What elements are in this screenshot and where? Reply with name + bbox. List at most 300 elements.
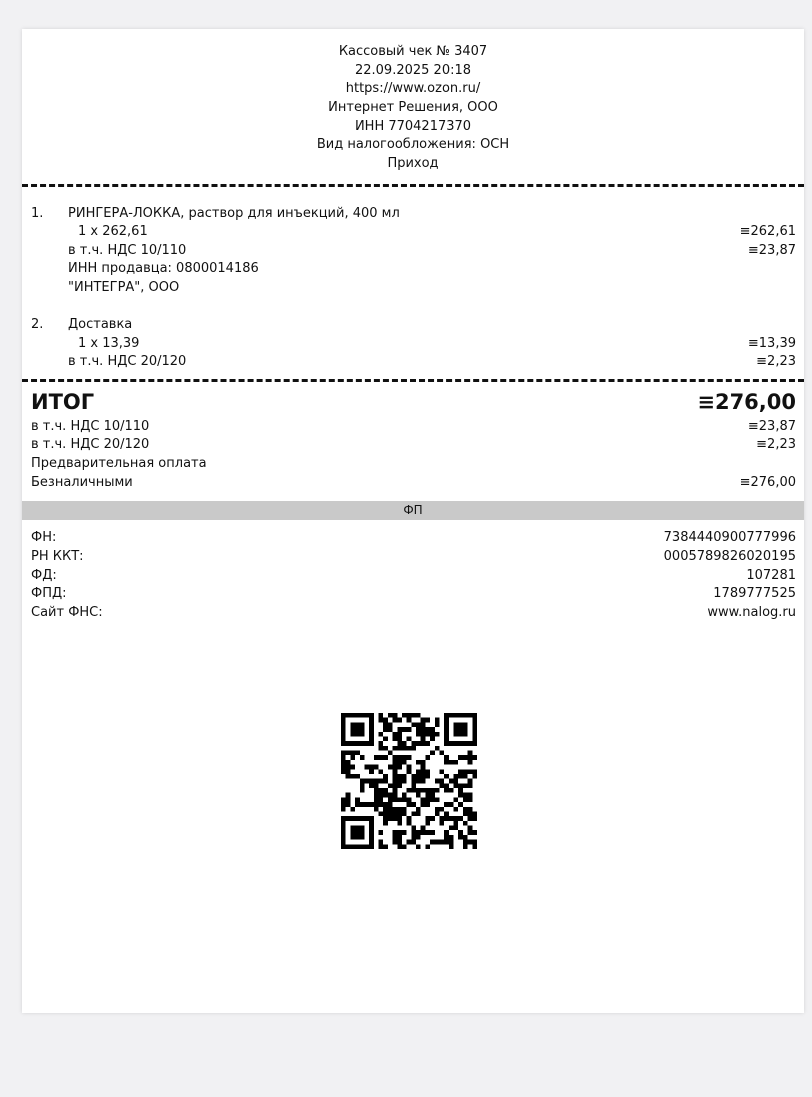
qr-module (444, 722, 449, 727)
qr-module (468, 807, 473, 812)
qr-module (374, 779, 379, 784)
qr-module (360, 713, 365, 718)
qr-module (458, 788, 463, 793)
qr-module (397, 783, 402, 788)
item-name: Доставка (68, 317, 133, 332)
fiscal-label: ФД: (31, 568, 57, 583)
qr-module (444, 727, 449, 732)
qr-module (425, 797, 430, 802)
qr-module (472, 736, 477, 741)
qr-module (416, 811, 421, 816)
qr-module (463, 769, 468, 774)
qr-module (360, 741, 365, 746)
qr-module (346, 765, 351, 770)
qr-module (463, 840, 468, 845)
qr-module (425, 844, 430, 849)
fiscal-label: РН ККТ: (31, 549, 84, 564)
qr-module (416, 713, 421, 718)
qr-module (402, 760, 407, 765)
qr-module (383, 802, 388, 807)
item-vat-label: в т.ч. НДС 20/120 (68, 354, 187, 369)
qr-module (355, 727, 360, 732)
divider (22, 379, 804, 382)
qr-module (383, 811, 388, 816)
qr-module (472, 811, 477, 816)
qr-module (411, 783, 416, 788)
qr-module (444, 783, 449, 788)
qr-module (379, 779, 384, 784)
qr-module (439, 816, 444, 821)
qr-module (369, 765, 374, 770)
qr-module (468, 797, 473, 802)
qr-module (444, 755, 449, 760)
qr-module (407, 840, 412, 845)
qr-module (388, 713, 393, 718)
receipt-title: Кассовый чек № 3407 (338, 44, 488, 59)
qr-module (407, 816, 412, 821)
qr-module (397, 835, 402, 840)
qr-module (397, 736, 402, 741)
qr-module (444, 830, 449, 835)
seller-url: https://www.ozon.ru/ (345, 81, 481, 97)
qr-module (458, 830, 463, 835)
qr-module (369, 783, 374, 788)
qr-module (416, 807, 421, 812)
qr-module (454, 821, 459, 826)
qr-module (397, 797, 402, 802)
qr-module (341, 736, 346, 741)
qr-module (472, 732, 477, 737)
qr-module (393, 816, 398, 821)
qr-module (435, 788, 440, 793)
qr-module (468, 793, 473, 798)
fiscal-value: 0005789826020195 (663, 549, 796, 564)
qr-module (407, 765, 412, 770)
qr-module (360, 788, 365, 793)
qr-module (397, 718, 402, 723)
qr-module (402, 746, 407, 751)
qr-module (449, 713, 454, 718)
qr-module (402, 811, 407, 816)
qr-module (468, 760, 473, 765)
qr-module (454, 727, 459, 732)
qr-module (402, 779, 407, 784)
qr-module (360, 722, 365, 727)
operation-type: Приход (387, 156, 439, 172)
qr-module (430, 751, 435, 756)
qr-module (411, 811, 416, 816)
qr-module (341, 718, 346, 723)
qr-module (449, 840, 454, 845)
qr-module (360, 732, 365, 737)
qr-module (379, 802, 384, 807)
qr-module (393, 788, 398, 793)
qr-module (350, 732, 355, 737)
qr-module (472, 713, 477, 718)
qr-module (463, 713, 468, 718)
qr-module (435, 811, 440, 816)
qr-module (463, 722, 468, 727)
qr-module (407, 746, 412, 751)
qr-module (369, 769, 374, 774)
qr-module (444, 788, 449, 793)
qr-module (355, 826, 360, 831)
qr-module (435, 732, 440, 737)
qr-module (397, 755, 402, 760)
qr-module (444, 840, 449, 845)
total-value: ≡276,00 (697, 390, 796, 414)
qr-module (393, 774, 398, 779)
qr-module (454, 713, 459, 718)
qr-module (364, 713, 369, 718)
qr-module (383, 718, 388, 723)
qr-module (439, 783, 444, 788)
qr-module (416, 788, 421, 793)
qr-module (388, 811, 393, 816)
total-vat1-label: в т.ч. НДС 10/110 (31, 419, 150, 434)
qr-module (421, 760, 426, 765)
qr-module (397, 746, 402, 751)
qr-module (416, 844, 421, 849)
qr-module (341, 751, 346, 756)
qr-module (425, 741, 430, 746)
qr-module (407, 797, 412, 802)
qr-module (458, 769, 463, 774)
item-vat-value: ≡2,23 (756, 354, 796, 369)
qr-module (411, 774, 416, 779)
qr-module (341, 755, 346, 760)
qr-module (350, 816, 355, 821)
item-number: 1. (31, 206, 44, 221)
qr-module (364, 844, 369, 849)
qr-module (355, 816, 360, 821)
qr-module (379, 713, 384, 718)
qr-module (364, 779, 369, 784)
qr-module (430, 788, 435, 793)
qr-module (454, 760, 459, 765)
qr-module (402, 713, 407, 718)
qr-module (425, 718, 430, 723)
qr-module (346, 816, 351, 821)
qr-module (397, 840, 402, 845)
divider (22, 184, 804, 187)
qr-module (341, 769, 346, 774)
qr-module (393, 713, 398, 718)
qr-module (341, 816, 346, 821)
qr-module (425, 774, 430, 779)
qr-module (407, 718, 412, 723)
qr-module (388, 783, 393, 788)
qr-module (416, 760, 421, 765)
qr-module (454, 797, 459, 802)
qr-module (341, 765, 346, 770)
qr-module (472, 774, 477, 779)
qr-module (369, 713, 374, 718)
item-vat-value: ≡23,87 (747, 243, 796, 258)
qr-module (449, 816, 454, 821)
qr-module (393, 732, 398, 737)
qr-module (379, 755, 384, 760)
qr-module (458, 732, 463, 737)
qr-module (435, 797, 440, 802)
qr-module (458, 741, 463, 746)
qr-module (425, 788, 430, 793)
qr-module (341, 727, 346, 732)
qr-module (388, 797, 393, 802)
qr-module (383, 844, 388, 849)
qr-module (402, 793, 407, 798)
qr-module (435, 779, 440, 784)
qr-module (374, 765, 379, 770)
qr-module (463, 732, 468, 737)
qr-module (388, 807, 393, 812)
qr-module (360, 816, 365, 821)
qr-module (444, 718, 449, 723)
qr-module (369, 826, 374, 831)
qr-module (430, 830, 435, 835)
qr-module (472, 727, 477, 732)
qr-module (379, 788, 384, 793)
qr-module (463, 844, 468, 849)
qr-module (360, 779, 365, 784)
qr-module (472, 769, 477, 774)
qr-module (360, 802, 365, 807)
qr-module (341, 797, 346, 802)
qr-module (416, 722, 421, 727)
qr-module (468, 741, 473, 746)
qr-module (468, 830, 473, 835)
qr-module (388, 722, 393, 727)
qr-module (407, 727, 412, 732)
item-sum: ≡262,61 (739, 224, 796, 239)
qr-module (393, 797, 398, 802)
qr-module (341, 835, 346, 840)
qr-module (468, 779, 473, 784)
qr-module (421, 741, 426, 746)
qr-module (468, 751, 473, 756)
qr-module (383, 793, 388, 798)
qr-module (411, 722, 416, 727)
qr-module (421, 788, 426, 793)
qr-module (402, 807, 407, 812)
qr-module (430, 816, 435, 821)
fiscal-value: 107281 (746, 568, 796, 583)
total-label: ИТОГ (31, 390, 95, 414)
qr-module (379, 769, 384, 774)
qr-module (468, 826, 473, 831)
qr-module (407, 755, 412, 760)
qr-module (383, 788, 388, 793)
qr-module (346, 774, 351, 779)
qr-module (444, 741, 449, 746)
qr-module (346, 844, 351, 849)
qr-module (439, 807, 444, 812)
qr-module (355, 797, 360, 802)
qr-module (468, 816, 473, 821)
qr-module (463, 793, 468, 798)
receipt (22, 29, 804, 1013)
qr-module (369, 779, 374, 784)
qr-module (411, 746, 416, 751)
qr-module (346, 741, 351, 746)
qr-module (369, 835, 374, 840)
qr-module (439, 779, 444, 784)
qr-module (393, 830, 398, 835)
qr-module (346, 760, 351, 765)
qr-module (425, 755, 430, 760)
qr-module (341, 802, 346, 807)
qr-module (393, 793, 398, 798)
qr-module (397, 807, 402, 812)
qr-module (472, 816, 477, 821)
company-name: Интернет Решения, ООО (328, 100, 498, 116)
qr-module (411, 840, 416, 845)
qr-module (393, 779, 398, 784)
qr-module (454, 826, 459, 831)
qr-module (360, 830, 365, 835)
qr-module (346, 802, 351, 807)
qr-module (421, 718, 426, 723)
qr-module (421, 732, 426, 737)
qr-module (454, 741, 459, 746)
qr-module (454, 774, 459, 779)
qr-module (355, 802, 360, 807)
qr-module (425, 821, 430, 826)
receipt-header (22, 43, 804, 174)
qr-module (411, 830, 416, 835)
qr-module (360, 835, 365, 840)
qr-module (397, 821, 402, 826)
qr-module (468, 769, 473, 774)
qr-module (444, 816, 449, 821)
qr-module (369, 844, 374, 849)
qr-module (458, 722, 463, 727)
qr-module (449, 741, 454, 746)
qr-module (472, 830, 477, 835)
qr-module (468, 783, 473, 788)
qr-module (416, 835, 421, 840)
qr-module (393, 718, 398, 723)
qr-module (407, 802, 412, 807)
qr-module (411, 741, 416, 746)
qr-module (388, 802, 393, 807)
qr-module (341, 722, 346, 727)
qr-module (360, 727, 365, 732)
qr-module (374, 788, 379, 793)
qr-module (421, 826, 426, 831)
qr-module (383, 774, 388, 779)
qr-module (430, 732, 435, 737)
qr-module (411, 835, 416, 840)
qr-module (355, 722, 360, 727)
qr-module (411, 802, 416, 807)
qr-module (397, 727, 402, 732)
qr-module (472, 718, 477, 723)
qr-module (421, 774, 426, 779)
qr-module (416, 793, 421, 798)
total-vat2-label: в т.ч. НДС 20/120 (31, 437, 150, 452)
qr-module (388, 765, 393, 770)
qr-module (341, 732, 346, 737)
qr-module (379, 746, 384, 751)
qr-module (393, 840, 398, 845)
qr-module (454, 816, 459, 821)
qr-module (435, 807, 440, 812)
qr-module (393, 760, 398, 765)
qr-module (341, 807, 346, 812)
qr-module (383, 816, 388, 821)
qr-module (369, 802, 374, 807)
qr-module (369, 736, 374, 741)
qr-module (383, 727, 388, 732)
qr-module (360, 783, 365, 788)
qr-module (472, 741, 477, 746)
qr-module (341, 826, 346, 831)
qr-module (411, 779, 416, 784)
item-seller-inn: ИНН продавца: 0800014186 (68, 261, 259, 276)
qr-module (454, 779, 459, 784)
qr-module (463, 807, 468, 812)
cashless-label: Безналичными (31, 475, 133, 490)
qr-module (421, 830, 426, 835)
qr-module (425, 732, 430, 737)
receipt-datetime: 22.09.2025 20:18 (354, 62, 472, 78)
qr-module (364, 765, 369, 770)
qr-module (430, 736, 435, 741)
qr-module (364, 802, 369, 807)
qr-module (388, 727, 393, 732)
qr-module (407, 713, 412, 718)
qr-module (444, 774, 449, 779)
qr-module (369, 732, 374, 737)
qr-module (350, 774, 355, 779)
total-vat1-value: ≡23,87 (747, 419, 796, 434)
qr-module (411, 713, 416, 718)
qr-module (369, 816, 374, 821)
qr-module (341, 821, 346, 826)
qr-module (454, 722, 459, 727)
qr-module (402, 844, 407, 849)
qr-module (416, 774, 421, 779)
qr-module (355, 732, 360, 737)
qr-module (341, 840, 346, 845)
qr-module (341, 713, 346, 718)
qr-module (425, 727, 430, 732)
qr-module (430, 840, 435, 845)
qr-module (379, 741, 384, 746)
qr-module (435, 718, 440, 723)
qr-module (458, 802, 463, 807)
qr-module (350, 755, 355, 760)
qr-module (463, 783, 468, 788)
qr-module (416, 769, 421, 774)
qr-module (425, 802, 430, 807)
qr-module (463, 835, 468, 840)
fiscal-label: Сайт ФНС: (31, 605, 103, 620)
qr-module (383, 821, 388, 826)
qr-module (449, 844, 454, 849)
qr-module (397, 774, 402, 779)
qr-module (458, 727, 463, 732)
qr-module (402, 741, 407, 746)
qr-module (393, 765, 398, 770)
qr-module (360, 844, 365, 849)
qr-module (369, 840, 374, 845)
qr-module (341, 830, 346, 835)
qr-module (355, 741, 360, 746)
qr-module (379, 797, 384, 802)
total-vat2-value: ≡2,23 (756, 437, 796, 452)
